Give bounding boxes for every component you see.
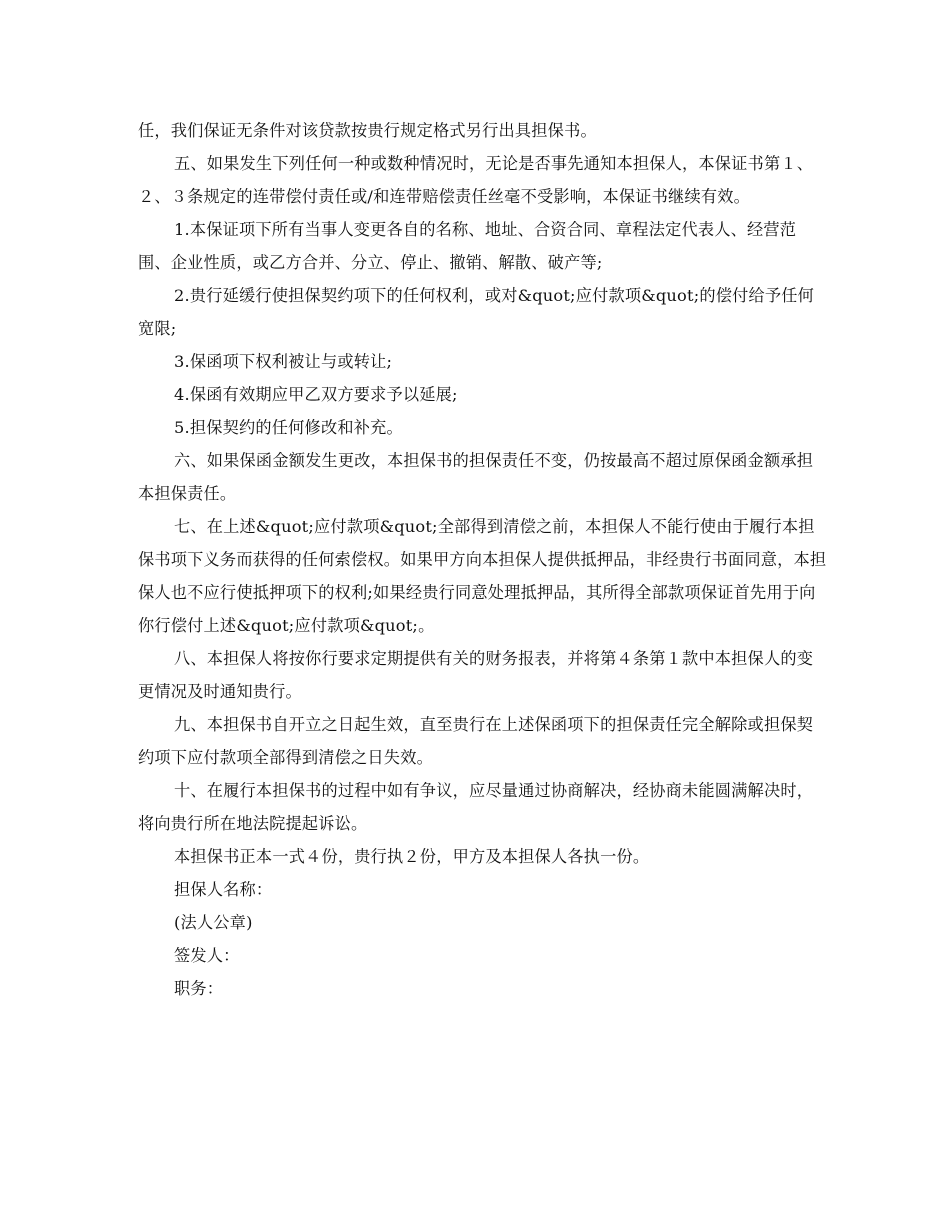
- paragraph-item-2: 2.贵行延缓行使担保契约项下的任何权利，或对&quot;应付款项&quot;的偿付给予任何宽限;: [138, 286, 815, 338]
- issuer-label: 签发人：: [174, 946, 240, 965]
- paragraph-item-3: 3.保函项下权利被让与或转让;: [174, 352, 393, 371]
- document-body: [138, 114, 828, 1005]
- paragraph-item-5: 5.担保契约的任何修改和补充。: [174, 418, 403, 437]
- paragraph-clause-7: 七、在上述&quot;应付款项&quot;全部得到清偿之前，本担保人不能行使由于履行本担保书项下义务而获得的任何索偿权。如果甲方向本担保人提供抵押品，非经贵行书面同意，本担保人也不应行使抵押项下的权利;如果经贵行同意处理抵押品，其所得全部款项保证首先用于向你行偿付上述&quot;应付款项&quot;。: [138, 517, 827, 635]
- paragraph-copies: 本担保书正本一式４份，贵行执２份，甲方及本担保人各执一份。: [174, 847, 650, 866]
- paragraph-clause-6: 六、如果保函金额发生更改，本担保书的担保责任不变，仍按最高不超过原保函金额承担本担保责任。: [138, 451, 814, 503]
- paragraph-clause-8: 八、本担保人将按你行要求定期提供有关的财务报表，并将第４条第１款中本担保人的变更情况及时通知贵行。: [138, 649, 814, 701]
- guarantor-name-label: 担保人名称：: [174, 880, 273, 899]
- paragraph-continuation: 任，我们保证无条件对该贷款按贵行规定格式另行出具担保书。: [138, 121, 597, 140]
- position-label: 职务：: [174, 979, 224, 998]
- seal-label: (法人公章): [174, 913, 253, 932]
- paragraph-item-1: 1.本保证项下所有当事人变更各自的名称、地址、合资合同、章程法定代表人、经营范围、企业性质，或乙方合并、分立、停止、撤销、解散、破产等;: [138, 220, 797, 272]
- paragraph-item-4: 4.保函有效期应甲乙双方要求予以延展;: [174, 385, 458, 404]
- paragraph-clause-9: 九、本担保书自开立之日起生效，直至贵行在上述保函项下的担保责任完全解除或担保契约项下应付款项全部得到清偿之日失效。: [138, 715, 814, 767]
- paragraph-clause-10: 十、在履行本担保书的过程中如有争议，应尽量通过协商解决，经协商未能圆满解决时，将向贵行所在地法院提起诉讼。: [138, 781, 814, 833]
- paragraph-clause-5: 五、如果发生下列任何一种或数种情况时，无论是否事先通知本担保人，本保证书第１、２、３条规定的连带偿付责任或/和连带赔偿责任丝毫不受影响，本保证书继续有效。: [138, 154, 814, 206]
